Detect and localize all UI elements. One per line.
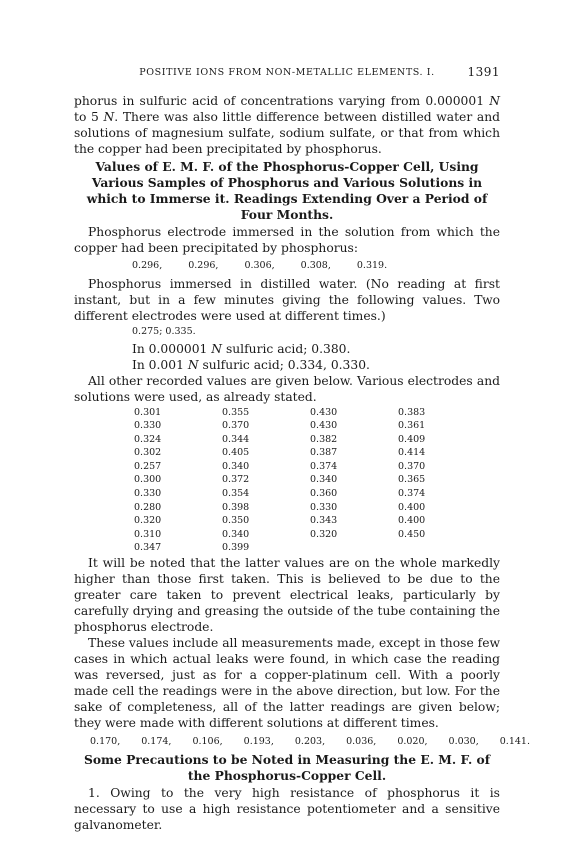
table-cell: 0.430 <box>310 420 338 432</box>
section-heading-values: Values of E. M. F. of the Phosphorus-Copper Cell, Using Various Samples of Phosphorus and Various Solutions in which to Immerse it. Readings Extending Over a Period of Four Months. <box>86 159 488 223</box>
table-cell <box>310 541 398 555</box>
reading-value: 0.036, <box>346 736 377 748</box>
reading-value: 0.030, <box>448 736 479 748</box>
readings-distilled-water: 0.275; 0.335. <box>132 326 196 338</box>
table-cell <box>398 541 486 555</box>
readings-dilute-acid: In 0.000001 N sulfuric acid; 0.380. <box>132 341 351 356</box>
paragraph-copper-solution: Phosphorus electrode immersed in the solution from which the copper had been precipitated by phosphorus: <box>74 225 500 256</box>
table-cell: 0.399 <box>222 542 250 554</box>
table-cell: 0.347 <box>134 542 162 554</box>
table-cell: 0.330 <box>310 501 338 513</box>
table-row <box>134 460 486 474</box>
body-text <box>74 93 530 833</box>
table-cell: 0.310 <box>134 528 162 540</box>
table-cell: 0.355 <box>222 406 250 418</box>
table-cell: 0.350 <box>222 515 250 527</box>
table-row <box>134 419 486 433</box>
table-cell: 0.330 <box>134 420 162 432</box>
reading-value: 0.174, <box>141 736 172 748</box>
paragraph-continuation: phorus in sulfuric acid of concentrations varying from 0.000001 N to 5 N. There was also little difference between distilled water and solutions of magnesium sulfate, sodium sulfate, or that from which the copper had been precipitated by phosphorus. <box>74 94 500 157</box>
table-cell: 0.450 <box>398 528 426 540</box>
reading-value: 0.106, <box>192 736 223 748</box>
table-cell: 0.409 <box>398 433 426 445</box>
paragraph-measurements: These values include all measurements made, except in those few cases in which actual leaks were found, in which case the reading was reversed, just as for a copper-platinum cell. With a poorly made cell the readings were in the above direction, but low. For the sake of completeness, all of the latter readings are given below; they were made with different solutions at different times. <box>74 635 500 731</box>
table-cell: 0.301 <box>134 406 162 418</box>
table-cell: 0.320 <box>134 515 162 527</box>
reading-value: 0.308, <box>300 260 331 272</box>
readings-acid-0001: In 0.001 N sulfuric acid; 0.334, 0.330. <box>132 357 370 372</box>
table-cell: 0.382 <box>310 433 338 445</box>
table-row <box>134 501 486 515</box>
reading-value: 0.193, <box>243 736 274 748</box>
table-row <box>134 406 486 420</box>
table-row <box>134 514 486 528</box>
table-cell: 0.302 <box>134 447 162 459</box>
reading-value: 0.170, <box>90 736 121 748</box>
running-head: POSITIVE IONS FROM NON-METALLIC ELEMENTS. I. <box>139 67 435 78</box>
paragraph-other-values: All other recorded values are given below. Various electrodes and solutions were used, as already stated. <box>74 373 500 404</box>
table-row <box>134 487 486 501</box>
table-cell: 0.370 <box>398 460 426 472</box>
table-cell: 0.361 <box>398 420 426 432</box>
table-row <box>134 541 486 555</box>
paragraph-precaution-1: 1. Owing to the very high resistance of phosphorus it is necessary to use a high resistance potentiometer and a sensitive galvanometer. <box>74 786 500 833</box>
table-cell: 0.320 <box>310 528 338 540</box>
table-cell: 0.400 <box>398 501 426 513</box>
table-cell: 0.344 <box>222 433 250 445</box>
table-cell: 0.387 <box>310 447 338 459</box>
table-cell: 0.300 <box>134 474 162 486</box>
table-cell: 0.365 <box>398 474 426 486</box>
table-cell: 0.340 <box>222 528 250 540</box>
paragraph-distilled-water: Phosphorus immersed in distilled water. (No reading at first instant, but in a few minutes giving the following values. Two different electrodes were used at different times.) <box>74 277 500 324</box>
table-cell: 0.343 <box>310 515 338 527</box>
table-row <box>134 528 486 542</box>
table-cell: 0.372 <box>222 474 250 486</box>
reading-value: 0.203, <box>294 736 326 748</box>
table-cell: 0.340 <box>310 474 338 486</box>
table-cell: 0.324 <box>134 433 162 445</box>
table-cell: 0.257 <box>134 460 162 472</box>
reading-value: 0.306, <box>244 260 275 272</box>
table-cell: 0.383 <box>398 406 426 418</box>
section-heading-precautions: Some Precautions to be Noted in Measuring the E. M. F. of the Phosphorus-Copper Cell. <box>83 752 491 784</box>
table-cell: 0.280 <box>134 501 162 513</box>
table-cell: 0.360 <box>310 487 338 499</box>
table-row <box>134 433 486 447</box>
table-cell: 0.354 <box>222 487 250 499</box>
reading-value: 0.296, <box>188 260 219 272</box>
table-cell: 0.340 <box>222 460 250 472</box>
table-cell: 0.330 <box>134 487 162 499</box>
paragraph-higher-values: It will be noted that the latter values are on the whole markedly higher than those first taken. This is believed to be due to the greater care taken to prevent electrical leaks, particularly by carefully drying and greasing the outside of the tube containing the phosphorus electrode. <box>74 555 500 634</box>
table-cell: 0.430 <box>310 406 338 418</box>
reading-value: 0.296, <box>132 260 163 272</box>
table-cell: 0.370 <box>222 420 250 432</box>
table-cell: 0.405 <box>222 447 250 459</box>
table-cell: 0.414 <box>398 447 426 459</box>
table-cell: 0.374 <box>310 460 338 472</box>
reading-value: 0.020, <box>397 736 428 748</box>
table-cell: 0.398 <box>222 501 250 513</box>
page-number: 1391 <box>467 65 500 79</box>
table-row <box>134 446 486 460</box>
table-cell: 0.400 <box>398 515 426 527</box>
table-row <box>134 473 486 487</box>
reading-value: 0.319. <box>356 260 388 272</box>
readings-row-leaky-cells <box>74 734 530 750</box>
readings-row-copper-solution <box>74 258 500 274</box>
reading-value: 0.141. <box>499 736 530 748</box>
table-cell: 0.374 <box>398 487 426 499</box>
readings-table <box>134 406 486 555</box>
